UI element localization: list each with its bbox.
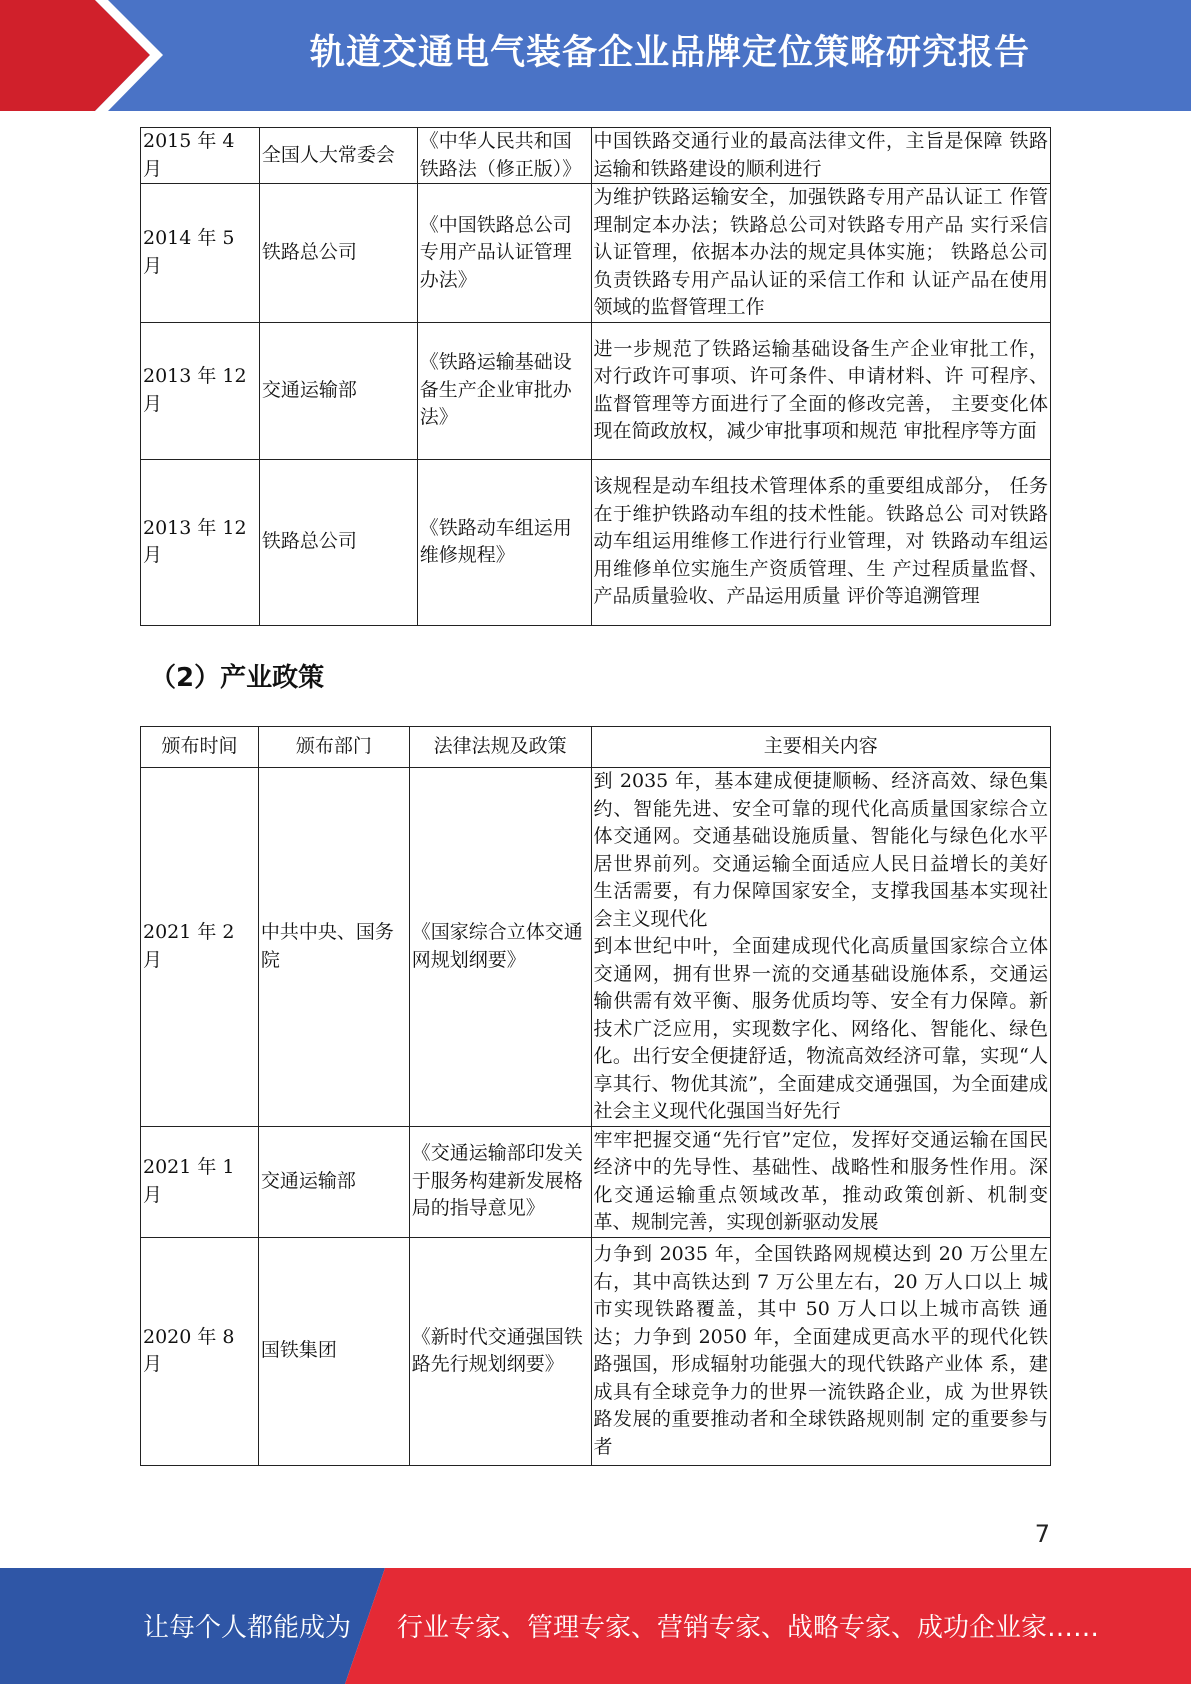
dept-cell: 铁路总公司 xyxy=(259,184,417,323)
policy-cell: 《中华人民共和国铁路法（修正版）》 xyxy=(417,128,591,184)
table-row xyxy=(141,1126,1051,1237)
table-row xyxy=(141,459,1051,625)
policy-cell: 《中国铁路总公司专用产品认证管理办法》 xyxy=(417,184,591,323)
date-cell: 2013 年 12 月 xyxy=(141,322,260,459)
content-cell: 该规程是动车组技术管理体系的重要组成部分， 任务在于维护铁路动车组的技术性能。铁路总公 司对铁路动车组运用维修工作进行行业管理，对 铁路动车组运用维修单位实施生产资质管理、生 产过程质量监督、产品质量验收、产品运用质量 评价等追溯管理 xyxy=(591,459,1050,625)
dept-cell: 全国人大常委会 xyxy=(259,128,417,184)
dept-cell: 交通运输部 xyxy=(259,322,417,459)
date-cell: 2015 年 4 月 xyxy=(141,128,260,184)
footer-banner xyxy=(0,1568,1191,1684)
dept-cell: 铁路总公司 xyxy=(259,459,417,625)
dept-cell: 中共中央、国务院 xyxy=(258,768,409,1127)
page-number: 7 xyxy=(1034,1520,1050,1548)
content-paragraph: 到 2035 年，基本建成便捷顺畅、经济高效、绿色集约、智能先进、安全可靠的现代化高质量国家综合立体交通网。交通基础设施质量、智能化与绿色化水平居世界前列。交通运输全面适应人民日益增长的美好生活需要，有力保障国家安全，支撑我国基本实现社会主义现代化 xyxy=(593,770,1048,930)
policy-cell: 《交通运输部印发关于服务构建新发展格局的指导意见》 xyxy=(409,1126,591,1237)
policy-table xyxy=(140,726,1051,1466)
content-cell: 进一步规范了铁路运输基础设备生产企业审批工作，对行政许可事项、许可条件、申请材料、许 可程序、监督管理等方面进行了全面的修改完善， 主要变化体现在简政放权，减少审批事项和规范 审批程序等方面 xyxy=(591,322,1050,459)
dept-cell: 国铁集团 xyxy=(258,1237,409,1465)
table-header-row xyxy=(141,727,1051,768)
column-header: 颁布时间 xyxy=(141,727,259,768)
table-row xyxy=(141,322,1051,459)
section-heading: （2）产业政策 xyxy=(150,663,325,693)
footer-slogan-left: 让每个人都能成为 xyxy=(143,1613,352,1643)
policy-cell: 《国家综合立体交通网规划纲要》 xyxy=(409,768,591,1127)
policy-cell: 《铁路运输基础设备生产企业审批办法》 xyxy=(417,322,591,459)
policy-cell: 《铁路动车组运用维修规程》 xyxy=(417,459,591,625)
table-row xyxy=(141,128,1051,184)
column-header: 颁布部门 xyxy=(258,727,409,768)
content-cell: 中国铁路交通行业的最高法律文件，主旨是保障 铁路运输和铁路建设的顺利进行 xyxy=(591,128,1050,184)
policy-cell: 《新时代交通强国铁路先行规划纲要》 xyxy=(409,1237,591,1465)
content-paragraph: 到本世纪中叶，全面建成现代化高质量国家综合立体交通网，拥有世界一流的交通基础设施体系，交通运输供需有效平衡、服务优质均等、安全有力保障。新技术广泛应用，实现数字化、网络化、智能化、绿色化。出行安全便捷舒适，物流高效经济可靠，实现“人享其行、物优其流”，全面建成交通强国，为全面建成社会主义现代化强国当好先行 xyxy=(593,935,1048,1122)
laws-table xyxy=(140,127,1051,626)
date-cell: 2021 年 2 月 xyxy=(141,768,259,1127)
date-cell: 2020 年 8 月 xyxy=(141,1237,259,1465)
date-cell: 2013 年 12 月 xyxy=(141,459,260,625)
content-cell: 力争到 2035 年，全国铁路网规模达到 20 万公里左右，其中高铁达到 7 万公里左右，20 万人口以上 城市实现铁路覆盖，其中 50 万人口以上城市高铁 通达；力争到 2050 年，全面建成更高水平的现代化铁路强国，形成辐射功能强大的现代铁路产业体 系，建成具有全球竞争力的世界一流铁路企业，成 为世界铁路发展的重要推动者和全球铁路规则制 定的重要参与者 xyxy=(591,1237,1050,1465)
content-cell: 牢牢把握交通“先行官”定位，发挥好交通运输在国民经济中的先导性、基础性、战略性和服务性作用。深化交通运输重点领域改革，推动政策创新、机制变革、规制完善，实现创新驱动发展 xyxy=(591,1126,1050,1237)
report-title: 轨道交通电气装备企业品牌定位策略研究报告 xyxy=(309,33,1030,73)
header-banner xyxy=(0,0,1191,111)
table-row xyxy=(141,768,1051,1127)
footer-slogan-right: 行业专家、管理专家、营销专家、战略专家、成功企业家…… xyxy=(397,1613,1100,1643)
content-cell: 为维护铁路运输安全，加强铁路专用产品认证工 作管理制定本办法；铁路总公司对铁路专用产品 实行采信认证管理，依据本办法的规定具体实施； 铁路总公司负责铁路专用产品认证的采信工作和 认证产品在使用领域的监督管理工作 xyxy=(591,184,1050,323)
column-header: 法律法规及政策 xyxy=(409,727,591,768)
date-cell: 2021 年 1 月 xyxy=(141,1126,259,1237)
table-row xyxy=(141,184,1051,323)
content-cell xyxy=(591,768,1050,1127)
date-cell: 2014 年 5 月 xyxy=(141,184,260,323)
column-header: 主要相关内容 xyxy=(591,727,1050,768)
dept-cell: 交通运输部 xyxy=(258,1126,409,1237)
table-row xyxy=(141,1237,1051,1465)
